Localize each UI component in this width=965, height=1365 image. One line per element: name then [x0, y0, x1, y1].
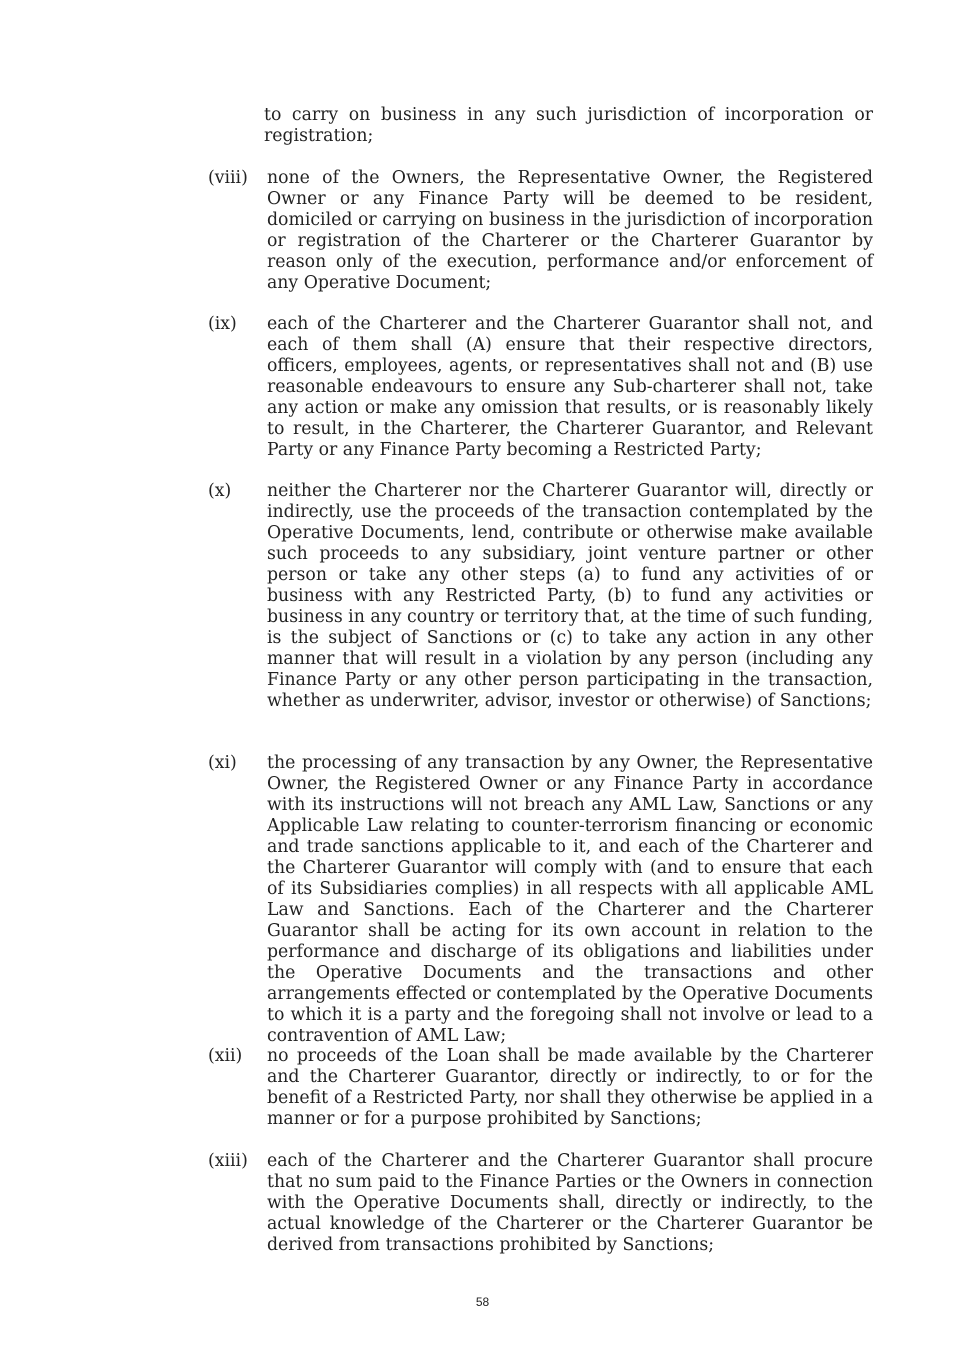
continuation-paragraph: to carry on business in any such jurisdiction of incorporation or registration;: [264, 105, 873, 146]
clause-xii: [208, 1046, 873, 1130]
clause-number: (viii): [208, 168, 248, 188]
clause-viii: [208, 168, 873, 294]
clause-text: each of the Charterer and the Charterer Guarantor shall procure that no sum paid to the Finance Parties or the Owners in connection with the Operative Documents shall, directly or indirectly, to the actual knowledge of the Charterer or the Charterer Guarantor be derived from transactions prohibited by Sanctions;: [267, 1151, 873, 1255]
clause-text: no proceeds of the Loan shall be made available by the Charterer and the Charterer Guarantor, directly or indirectly, to or for the benefit of a Restricted Party, nor shall they otherwise be applied in a manner or for a purpose prohibited by Sanctions;: [267, 1046, 873, 1129]
clause-ix: [208, 314, 873, 461]
clause-xi: [208, 753, 873, 1047]
clause-number: (xiii): [208, 1151, 248, 1171]
clause-text: the processing of any transaction by any Owner, the Representative Owner, the Registered Owner or any Finance Party in accordance with its instructions will not breach any AML Law, Sanctions or any Applicable Law relating to counter-terrorism financing or economic and trade sanctions applicable to it, and each of the Charterer and the Charterer Guarantor will comply with (and to ensure that each of its Subsidiaries complies) in all respects with all applicable AML Law and Sanctions. Each of the Charterer and the Charterer Guarantor shall be acting for its own account in relation to the performance and discharge of its obligations and liabilities under the Operative Documents and the transactions and other arrangements effected or contemplated by the Operative Documents to which it is a party and the foregoing shall not involve or lead to a contravention of AML Law;: [267, 753, 873, 1046]
clause-number: (x): [208, 481, 232, 501]
clause-x: [208, 481, 873, 712]
clause-number: (xi): [208, 753, 237, 773]
page-number: 58: [475, 1295, 490, 1309]
clause-text: each of the Charterer and the Charterer Guarantor shall not, and each of them shall (A) ensure that their respective directors, officers, employees, agents, or representatives shall not and (B) use reasonable endeavours to ensure any Sub-charterer shall not, take any action or make any omission that results, or is reasonably likely to result, in the Charterer, the Charterer Guarantor, and Relevant Party or any Finance Party becoming a Restricted Party;: [267, 314, 873, 460]
clause-number: (ix): [208, 314, 237, 334]
clause-xiii: [208, 1151, 873, 1256]
clause-text: none of the Owners, the Representative Owner, the Registered Owner or any Finance Party will be deemed to be resident, domiciled or carrying on business in the jurisdiction of incorporation or registration of the Charterer or the Charterer Guarantor by reason only of the execution, performance and/or enforcement of any Operative Document;: [267, 168, 873, 293]
clause-text: neither the Charterer nor the Charterer Guarantor will, directly or indirectly, use the proceeds of the transaction contemplated by the Operative Documents, lend, contribute or otherwise make available such proceeds to any subsidiary, joint venture partner or other person or take any other steps (a) to fund any activities of or business with any Restricted Party, (b) to fund any activities or business in any country or territory that, at the time of such funding, is the subject of Sanctions or (c) to take any action in any other manner that will result in a violation by any person (including any Finance Party or any other person participating in the transaction, whether as underwriter, advisor, investor or otherwise) of Sanctions;: [267, 481, 874, 711]
clause-number: (xii): [208, 1046, 243, 1066]
